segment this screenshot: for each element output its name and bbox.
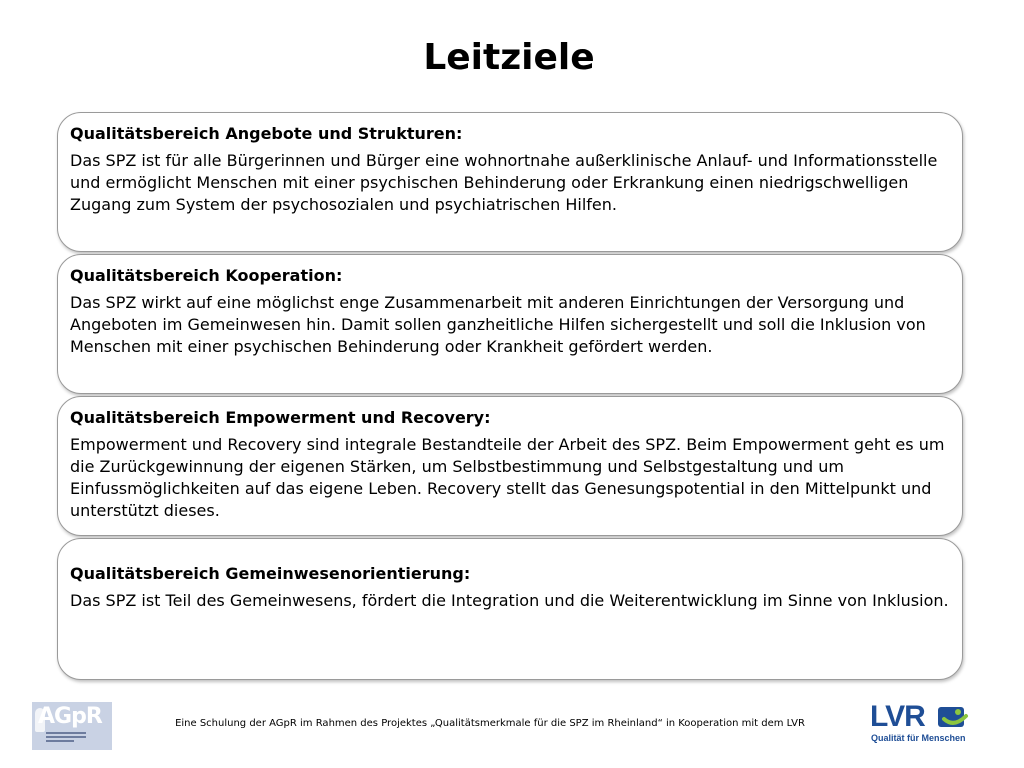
slide-title: Leitziele — [423, 37, 595, 78]
section-text: Das SPZ wirkt auf eine möglichst enge Zusammenarbeit mit anderen Einrichtungen der Versorgung und Angeboten im Gemeinwesen hin. Damit sollen ganzheitliche Hilfen sichergestellt und soll die Inklusion von Menschen mit einer psychischen Behinderung oder Krankheit gefördert werden. — [70, 293, 926, 356]
lvr-logo — [870, 702, 974, 746]
section-text: Das SPZ ist für alle Bürgerinnen und Bürger eine wohnortnahe außerklinische Anlauf- und Informationsstelle und ermöglicht Menschen mit einer psychischen Behinderung oder Erkrankung einen niedrigschwelligen Zugang zum System der psychosozialen und psychiatrischen Hilfen. — [70, 151, 938, 214]
lvr-wordmark: LVR — [870, 700, 925, 733]
section-heading: Qualitätsbereich Angebote und Strukturen: — [70, 124, 463, 143]
section-heading: Qualitätsbereich Kooperation: — [70, 266, 343, 285]
agpr-wordmark: AGpR — [38, 704, 102, 729]
lvr-tagline: Qualität für Menschen — [871, 733, 966, 743]
agpr-logo — [32, 702, 112, 750]
section-heading: Qualitätsbereich Empowerment und Recovery: — [70, 408, 491, 427]
section-box-angebote-strukturen — [57, 112, 963, 252]
section-box-empowerment-recovery — [57, 396, 963, 536]
section-text: Das SPZ ist Teil des Gemeinwesens, fördert die Integration und die Weiterentwicklung im Sinne von Inklusion. — [70, 591, 949, 610]
footer-text: Eine Schulung der AGpR im Rahmen des Projektes „Qualitätsmerkmale für die SPZ im Rheinland“ in Kooperation mit dem LVR — [175, 718, 805, 729]
agpr-logo-subtext-lines — [46, 732, 86, 744]
section-text: Empowerment und Recovery sind integrale Bestandteile der Arbeit des SPZ. Beim Empowerment geht es um die Zurückgewinnung der eigenen Stärken, um Selbstbestimmung und Selbstgestaltung und um Einfussmöglichkeiten auf das eigene Leben. Recovery stellt das Genesungspotential in den Mittelpunkt und unterstützt dieses. — [70, 435, 945, 520]
section-box-gemeinwesenorientierung — [57, 538, 963, 680]
section-heading: Qualitätsbereich Gemeinwesenorientierung: — [70, 564, 471, 583]
lvr-smile-icon — [936, 704, 970, 730]
section-box-kooperation — [57, 254, 963, 394]
